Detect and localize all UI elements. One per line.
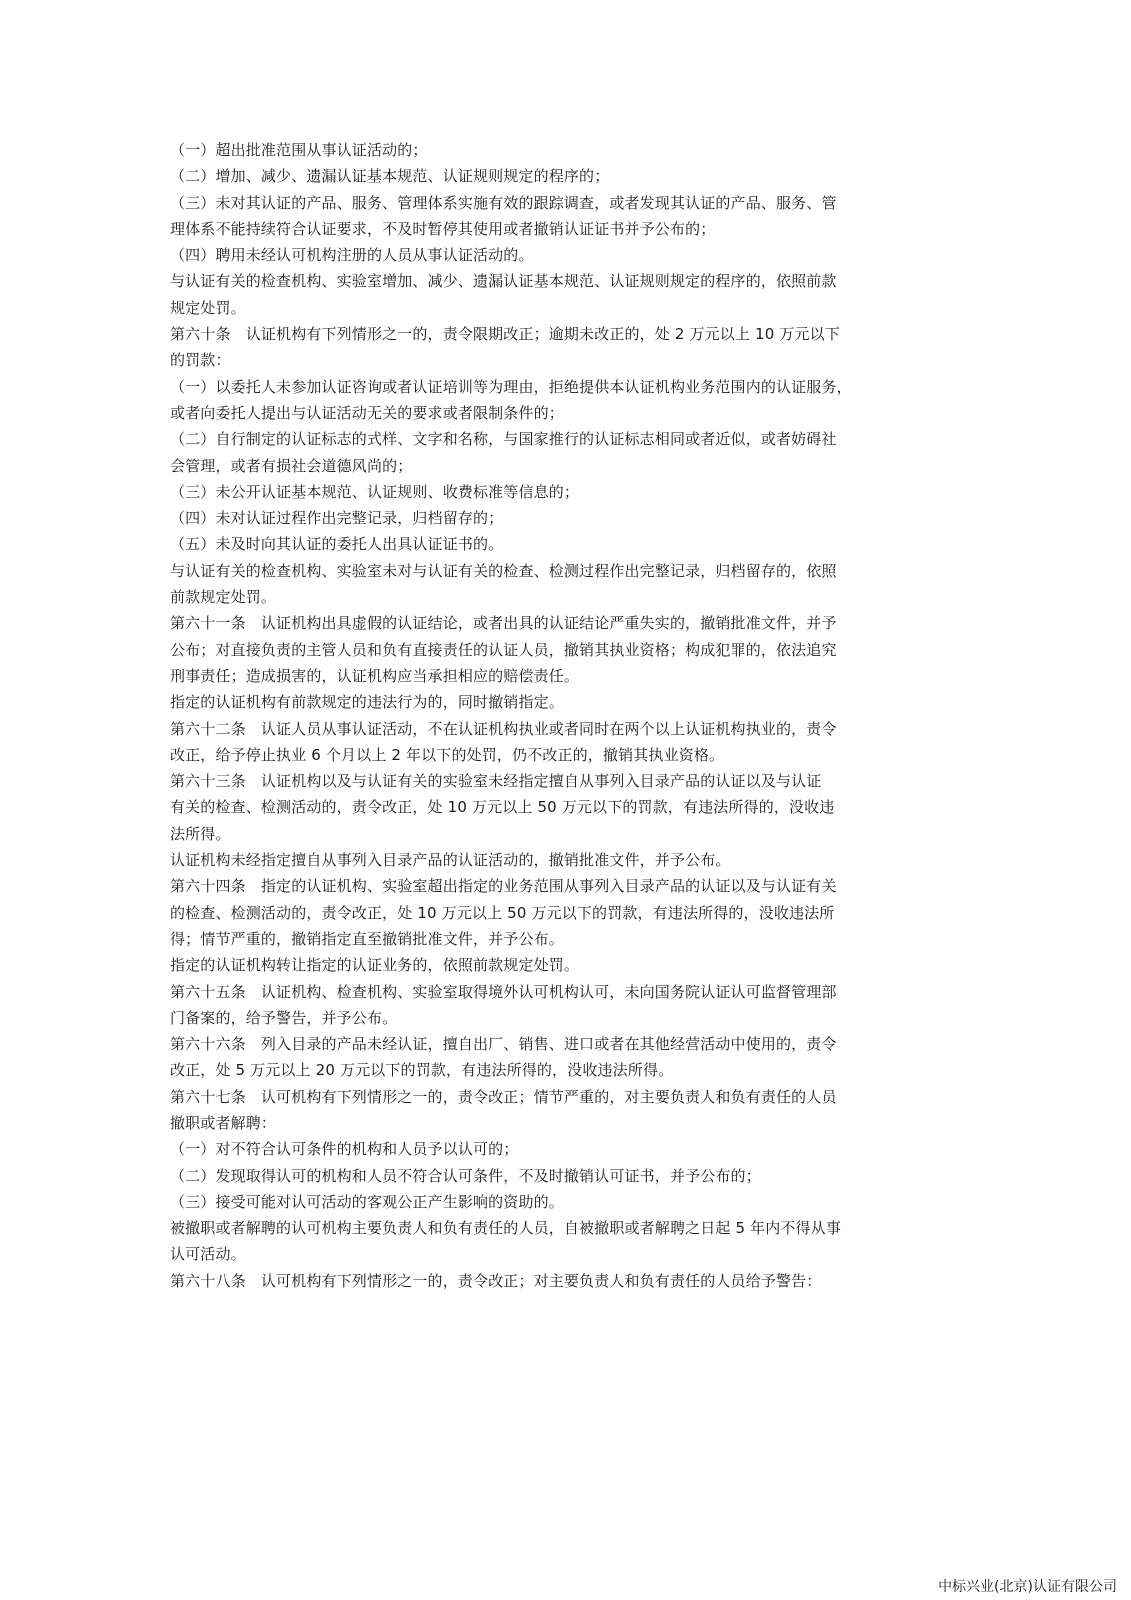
text-line: 门备案的，给予警告，并予公布。 — [170, 1008, 398, 1027]
text-line: （一）超出批准范围从事认证活动的； — [170, 141, 428, 159]
text-line: 与认证有关的检查机构、实验室未对与认证有关的检查、检测过程作出完整记录，归档留存的，依照 — [170, 561, 837, 580]
text-line: （三）接受可能对认可活动的客观公正产生影响的资助的。 — [170, 1192, 564, 1211]
text-line: 或者向委托人提出与认证活动无关的要求或者限制条件的； — [170, 403, 564, 422]
text-line: 公布；对直接负责的主管人员和负有直接责任的认证人员，撤销其执业资格；构成犯罪的，依法追究 — [170, 640, 837, 659]
text-line: 第六十五条 认证机构、检查机构、实验室取得境外认可机构认可，未向国务院认证认可监督管理部 — [170, 982, 837, 1001]
text-line: 有关的检查、检测活动的，责令改正，处 10 万元以上 50 万元以下的罚款，有违法所得的，没收违 — [170, 798, 835, 817]
text-line: 前款规定处罚。 — [170, 588, 277, 607]
text-line: 指定的认证机构转让指定的认证业务的，依照前款规定处罚。 — [170, 956, 580, 975]
text-line: （四）未对认证过程作出完整记录，归档留存的； — [170, 509, 504, 528]
text-line: 第六十条 认证机构有下列情形之一的，责令限期改正；逾期未改正的，处 2 万元以上 10 万元以下 — [170, 325, 840, 344]
text-line: 得；情节严重的，撤销指定直至撤销批准文件，并予公布。 — [170, 929, 564, 948]
text-line: 认证机构未经指定擅自从事列入目录产品的认证活动的，撤销批准文件，并予公布。 — [170, 851, 731, 870]
text-line: 的检查、检测活动的，责令改正，处 10 万元以上 50 万元以下的罚款，有违法所得的，没收违法所 — [170, 903, 835, 922]
text-line: （四）聘用未经认可机构注册的人员从事认证活动的。 — [170, 246, 534, 265]
text-line: 被撤职或者解聘的认可机构主要负责人和负有责任的人员，自被撤职或者解聘之日起 5 年内不得从事 — [170, 1219, 841, 1238]
text-line: 指定的认证机构有前款规定的违法行为的，同时撤销指定。 — [170, 693, 564, 712]
text-line: 的罚款： — [170, 351, 231, 370]
text-line: 撤职或者解聘： — [170, 1113, 277, 1132]
text-line: 规定处罚。 — [170, 298, 246, 317]
text-line: 法所得。 — [170, 824, 231, 843]
footer-company-name: 中标兴业(北京)认证有限公司 — [938, 1579, 1117, 1595]
text-line: 第六十二条 认证人员从事认证活动，不在认证机构执业或者同时在两个以上认证机构执业的，责令 — [170, 719, 837, 738]
text-line: 会管理，或者有损社会道德风尚的； — [170, 456, 413, 475]
text-line: 第六十四条 指定的认证机构、实验室超出指定的业务范围从事列入目录产品的认证以及与认证有关 — [170, 877, 837, 896]
text-line: 与认证有关的检查机构、实验室增加、减少、遗漏认证基本规范、认证规则规定的程序的，依照前款 — [170, 272, 837, 291]
document-body — [170, 137, 946, 1294]
text-line: 第六十七条 认可机构有下列情形之一的，责令改正；情节严重的，对主要负责人和负有责任的人员 — [170, 1087, 837, 1106]
text-line: 第六十六条 列入目录的产品未经认证，擅自出厂、销售、进口或者在其他经营活动中使用的，责令 — [170, 1035, 837, 1054]
text-line: 改正，处 5 万元以上 20 万元以下的罚款，有违法所得的，没收违法所得。 — [170, 1061, 674, 1080]
text-line: （二）增加、减少、遗漏认证基本规范、认证规则规定的程序的； — [170, 167, 610, 186]
text-line: （三）未对其认证的产品、服务、管理体系实施有效的跟踪调查，或者发现其认证的产品、服务、管 — [170, 193, 837, 212]
text-line: 认可活动。 — [170, 1245, 246, 1264]
text-line: （二）发现取得认可的机构和人员不符合认可条件，不及时撤销认可证书，并予公布的； — [170, 1166, 761, 1185]
text-line: （三）未公开认证基本规范、认证规则、收费标准等信息的； — [170, 482, 580, 501]
text-line: 理体系不能持续符合认证要求，不及时暂停其使用或者撤销认证证书并予公布的； — [170, 219, 716, 238]
text-line: （五）未及时向其认证的委托人出具认证证书的。 — [170, 535, 504, 554]
text-line: 第六十八条 认可机构有下列情形之一的，责令改正；对主要负责人和负有责任的人员给予警告： — [170, 1271, 822, 1290]
text-line: 刑事责任；造成损害的，认证机构应当承担相应的赔偿责任。 — [170, 666, 580, 685]
text-line: 第六十一条 认证机构出具虚假的认证结论，或者出具的认证结论严重失实的，撤销批准文件，并予 — [170, 614, 837, 633]
text-line: （一）以委托人未参加认证咨询或者认证培训等为理由，拒绝提供本认证机构业务范围内的认证服务， — [170, 377, 852, 396]
text-line: （二）自行制定的认证标志的式样、文字和名称，与国家推行的认证标志相同或者近似，或者妨碍社 — [170, 430, 837, 449]
text-line: 第六十三条 认证机构以及与认证有关的实验室未经指定擅自从事列入目录产品的认证以及与认证 — [170, 772, 822, 791]
text-line: （一）对不符合认可条件的机构和人员予以认可的； — [170, 1140, 519, 1159]
text-line: 改正，给予停止执业 6 个月以上 2 年以下的处罚，仍不改正的，撤销其执业资格。 — [170, 745, 725, 764]
